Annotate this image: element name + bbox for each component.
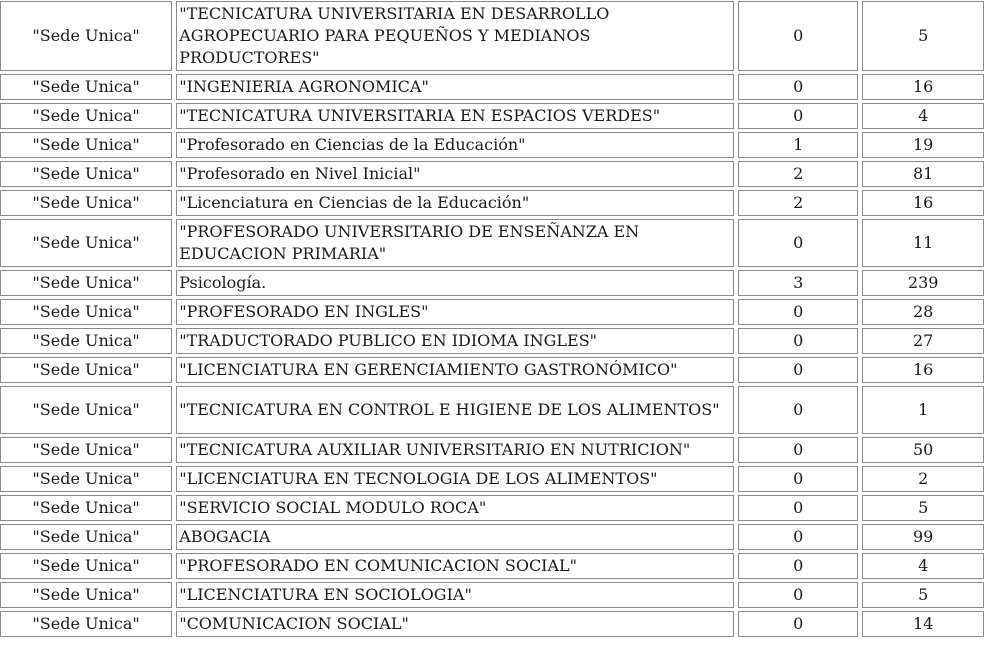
count-cell-a: 0	[738, 582, 858, 608]
count-cell-a: 2	[738, 161, 858, 187]
sede-cell: "Sede Unica"	[0, 299, 172, 325]
table-row	[0, 299, 984, 325]
count-cell-a: 0	[738, 219, 858, 267]
count-cell-b: 2	[862, 466, 984, 492]
sede-cell: "Sede Unica"	[0, 386, 172, 434]
count-cell-b: 4	[862, 553, 984, 579]
count-cell-a: 0	[738, 1, 858, 71]
count-cell-b: 27	[862, 328, 984, 354]
count-cell-b: 81	[862, 161, 984, 187]
carrera-cell: "INGENIERIA AGRONOMICA"	[176, 74, 734, 100]
carrera-cell: "TECNICATURA UNIVERSITARIA EN ESPACIOS VERDES"	[176, 103, 734, 129]
count-cell-a: 1	[738, 132, 858, 158]
table-row	[0, 437, 984, 463]
carrera-cell: "SERVICIO SOCIAL MODULO ROCA"	[176, 495, 734, 521]
count-cell-b: 99	[862, 524, 984, 550]
count-cell-a: 0	[738, 524, 858, 550]
table-row	[0, 270, 984, 296]
count-cell-b: 28	[862, 299, 984, 325]
count-cell-a: 0	[738, 386, 858, 434]
sede-cell: "Sede Unica"	[0, 437, 172, 463]
sede-cell: "Sede Unica"	[0, 132, 172, 158]
count-cell-b: 11	[862, 219, 984, 267]
count-cell-a: 0	[738, 611, 858, 637]
carrera-cell: "TRADUCTORADO PUBLICO EN IDIOMA INGLES"	[176, 328, 734, 354]
table-row	[0, 190, 984, 216]
carrera-cell: "PROFESORADO UNIVERSITARIO DE ENSEÑANZA EN EDUCACION PRIMARIA"	[176, 219, 734, 267]
carrera-cell: Psicología.	[176, 270, 734, 296]
count-cell-a: 0	[738, 74, 858, 100]
count-cell-b: 239	[862, 270, 984, 296]
count-cell-b: 5	[862, 495, 984, 521]
count-cell-a: 0	[738, 299, 858, 325]
carrera-cell: "TECNICATURA UNIVERSITARIA EN DESARROLLO AGROPECUARIO PARA PEQUEÑOS Y MEDIANOS PRODUCTORES"	[176, 1, 734, 71]
table-row	[0, 357, 984, 383]
carrera-cell: "PROFESORADO EN COMUNICACION SOCIAL"	[176, 553, 734, 579]
count-cell-a: 3	[738, 270, 858, 296]
carrera-cell: "TECNICATURA EN CONTROL E HIGIENE DE LOS ALIMENTOS"	[176, 386, 734, 434]
carrera-cell: "Profesorado en Ciencias de la Educación"	[176, 132, 734, 158]
carrera-cell: "LICENCIATURA EN TECNOLOGIA DE LOS ALIMENTOS"	[176, 466, 734, 492]
count-cell-a: 0	[738, 328, 858, 354]
table-row	[0, 161, 984, 187]
sede-cell: "Sede Unica"	[0, 219, 172, 267]
count-cell-a: 2	[738, 190, 858, 216]
carrera-cell: ABOGACIA	[176, 524, 734, 550]
table-row	[0, 524, 984, 550]
count-cell-b: 50	[862, 437, 984, 463]
count-cell-b: 14	[862, 611, 984, 637]
count-cell-b: 16	[862, 74, 984, 100]
table-row	[0, 553, 984, 579]
sede-cell: "Sede Unica"	[0, 161, 172, 187]
count-cell-a: 0	[738, 553, 858, 579]
sede-cell: "Sede Unica"	[0, 103, 172, 129]
table-row	[0, 219, 984, 267]
count-cell-a: 0	[738, 357, 858, 383]
count-cell-b: 5	[862, 582, 984, 608]
table-row	[0, 132, 984, 158]
carrera-cell: "Licenciatura en Ciencias de la Educación"	[176, 190, 734, 216]
sede-cell: "Sede Unica"	[0, 553, 172, 579]
sede-cell: "Sede Unica"	[0, 270, 172, 296]
count-cell-a: 0	[738, 495, 858, 521]
sede-cell: "Sede Unica"	[0, 328, 172, 354]
table-row	[0, 582, 984, 608]
sede-cell: "Sede Unica"	[0, 1, 172, 71]
table-row	[0, 386, 984, 434]
carrera-cell: "COMUNICACION SOCIAL"	[176, 611, 734, 637]
sede-cell: "Sede Unica"	[0, 466, 172, 492]
count-cell-b: 16	[862, 190, 984, 216]
count-cell-a: 0	[738, 103, 858, 129]
sede-cell: "Sede Unica"	[0, 190, 172, 216]
count-cell-b: 19	[862, 132, 984, 158]
carrera-cell: "PROFESORADO EN INGLES"	[176, 299, 734, 325]
count-cell-b: 16	[862, 357, 984, 383]
table-row	[0, 466, 984, 492]
table-row	[0, 103, 984, 129]
carrera-cell: "LICENCIATURA EN SOCIOLOGIA"	[176, 582, 734, 608]
sede-cell: "Sede Unica"	[0, 357, 172, 383]
sede-cell: "Sede Unica"	[0, 74, 172, 100]
carrera-cell: "TECNICATURA AUXILIAR UNIVERSITARIO EN NUTRICION"	[176, 437, 734, 463]
sede-cell: "Sede Unica"	[0, 524, 172, 550]
table-row	[0, 611, 984, 637]
count-cell-b: 4	[862, 103, 984, 129]
table-row	[0, 1, 984, 71]
carrera-cell: "LICENCIATURA EN GERENCIAMIENTO GASTRONÓMICO"	[176, 357, 734, 383]
count-cell-a: 0	[738, 437, 858, 463]
table-row	[0, 74, 984, 100]
count-cell-b: 1	[862, 386, 984, 434]
sede-cell: "Sede Unica"	[0, 582, 172, 608]
sede-cell: "Sede Unica"	[0, 495, 172, 521]
sede-cell: "Sede Unica"	[0, 611, 172, 637]
count-cell-a: 0	[738, 466, 858, 492]
table-row	[0, 328, 984, 354]
carrera-cell: "Profesorado en Nivel Inicial"	[176, 161, 734, 187]
count-cell-b: 5	[862, 1, 984, 71]
table-row	[0, 495, 984, 521]
